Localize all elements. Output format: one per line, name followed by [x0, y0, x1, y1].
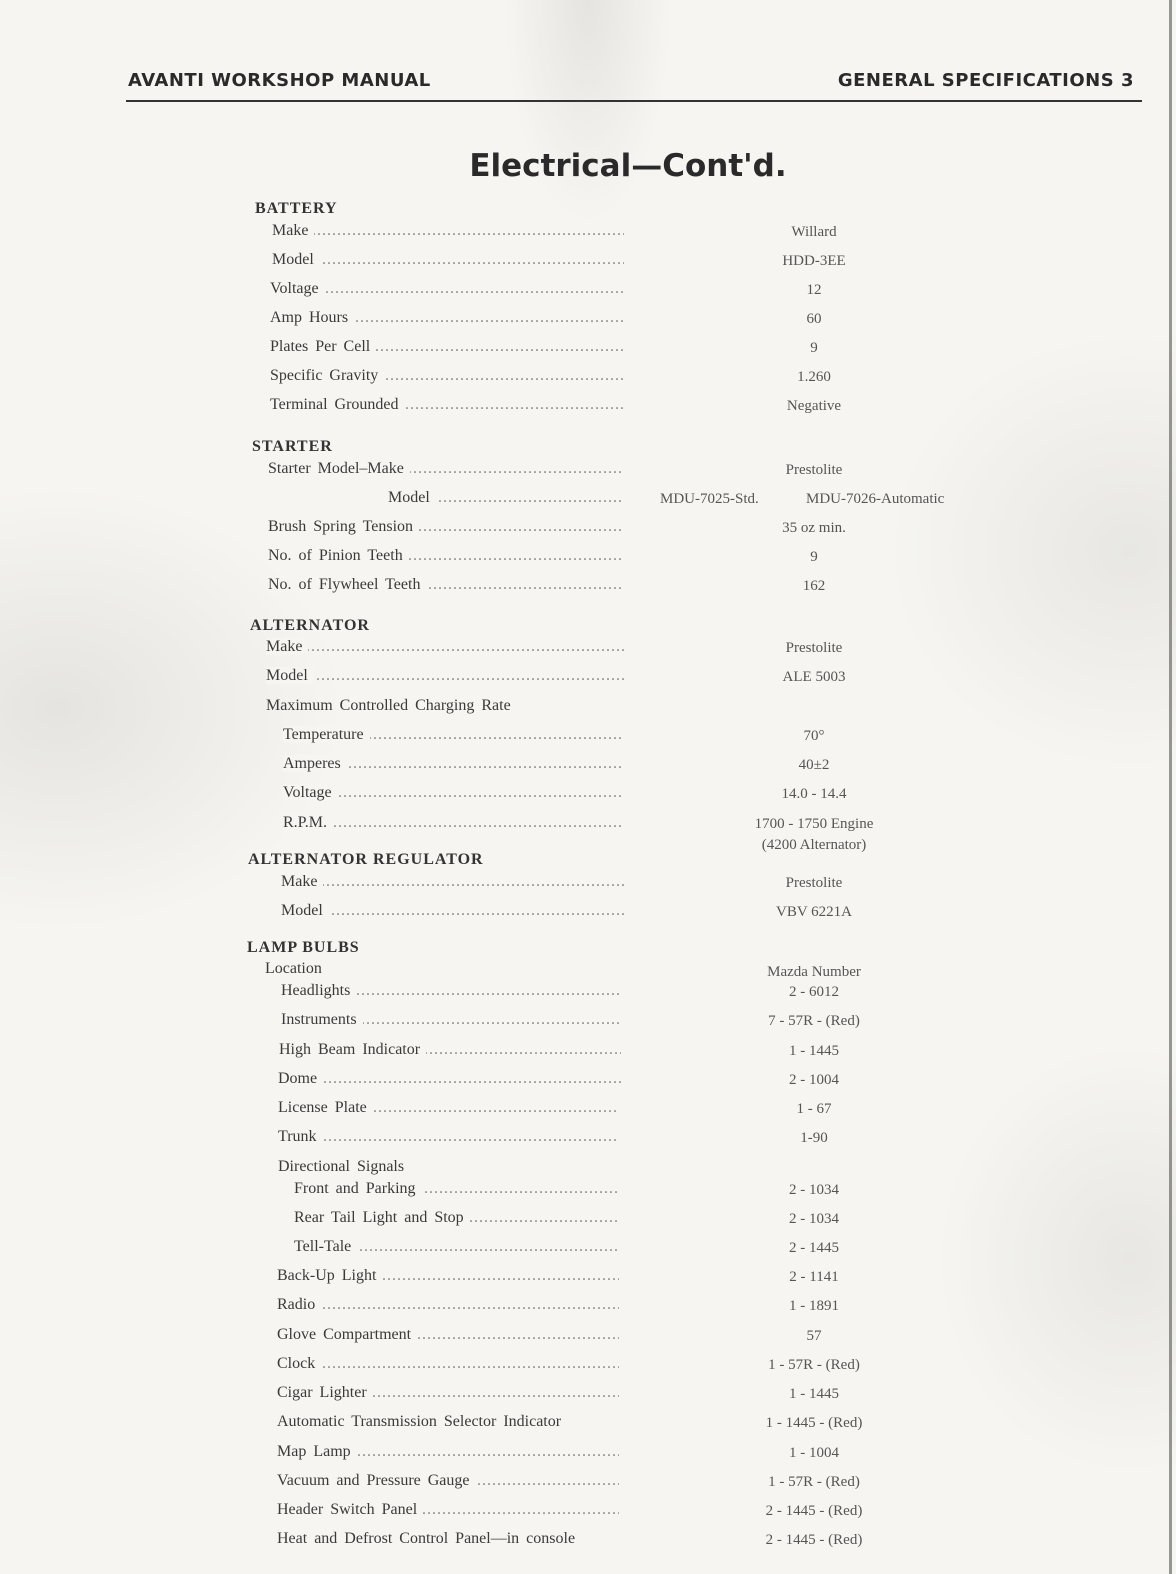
lamp-label: Vacuum and Pressure Gauge ..... — [277, 1472, 619, 1490]
lamp-value: 2 - 1445 - (Red) — [765, 1532, 863, 1548]
lamp-value: 1 - 1445 - (Red) — [765, 1415, 863, 1431]
lamp-row — [0, 1128, 1176, 1150]
spec-label: Temperature ..... — [283, 726, 624, 744]
lamp-row — [0, 982, 1176, 1004]
lamp-value: 1 - 57R - (Red) — [768, 1357, 860, 1373]
spec-label: Model ..... — [272, 251, 624, 269]
spec-label: No. of Pinion Teeth ..... — [268, 547, 624, 565]
spec-row — [0, 280, 1176, 302]
spec-row — [0, 489, 1176, 511]
spec-row — [0, 251, 1176, 273]
spec-value: Prestolite — [785, 640, 843, 656]
spec-label: Terminal Grounded ..... — [270, 396, 624, 414]
spec-value: 40±2 — [798, 757, 830, 773]
spec-row — [0, 367, 1176, 389]
lamp-label: Clock ..... — [277, 1355, 619, 1373]
lamp-row — [0, 1326, 1176, 1348]
spec-row — [0, 784, 1176, 806]
lamp-row — [0, 1267, 1176, 1289]
lamp-value: 2 - 1034 — [789, 1182, 839, 1198]
lamp-row — [0, 1413, 1176, 1435]
spec-row — [0, 638, 1176, 660]
spec-value: 9 — [810, 549, 818, 565]
lamp-value: 1 - 1445 — [789, 1043, 839, 1059]
spec-label: Plates Per Cell ..... — [270, 338, 624, 356]
lamp-row — [0, 1443, 1176, 1465]
spec-value: 9 — [810, 340, 818, 356]
lamp-row — [0, 1472, 1176, 1494]
lamp-row — [0, 1355, 1176, 1377]
lamp-value: 57 — [806, 1328, 822, 1344]
spec-label: Model ..... — [281, 902, 624, 920]
spec-row — [0, 755, 1176, 777]
spec-label: Make ..... — [272, 222, 624, 240]
lamp-label: Heat and Defrost Control Panel—in console — [277, 1530, 622, 1548]
lamp-label: Front and Parking ..... — [294, 1180, 619, 1198]
lamp-label: Back-Up Light ..... — [277, 1267, 619, 1285]
spec-row — [0, 309, 1176, 331]
spec-value: 14.0 - 14.4 — [781, 786, 847, 802]
spec-row — [0, 547, 1176, 569]
spec-label: Make ..... — [266, 638, 624, 656]
spec-value: 1700 - 1750 Engine — [754, 816, 874, 832]
lamp-value: 1-90 — [800, 1130, 828, 1146]
lamp-label: Cigar Lighter ..... — [277, 1384, 619, 1402]
lamp-label: Instruments ..... — [281, 1011, 621, 1029]
directional-signals-label: Directional Signals — [278, 1158, 405, 1175]
spec-value: 162 — [802, 578, 826, 594]
lamp-value: 1 - 1004 — [789, 1445, 839, 1461]
spec-label: R.P.M. ..... — [283, 814, 624, 832]
spec-value: 70° — [803, 728, 825, 744]
spec-label: Amperes ..... — [283, 755, 624, 773]
spec-row — [0, 667, 1176, 689]
location-column-label: Location — [265, 960, 322, 977]
spec-value: 60 — [806, 311, 822, 327]
lamp-label: Radio ..... — [277, 1296, 619, 1314]
spec-value: HDD-3EE — [782, 253, 846, 269]
lamp-value: 1 - 1891 — [789, 1298, 839, 1314]
mazda-number-column-label: Mazda Number — [767, 964, 861, 980]
spec-value: 1.260 — [797, 369, 831, 385]
lamp-row — [0, 1238, 1176, 1260]
lamp-label: Trunk ..... — [278, 1128, 619, 1146]
lamp-value: 1 - 1445 — [789, 1386, 839, 1402]
max-charging-rate-label: Maximum Controlled Charging Rate — [266, 697, 511, 714]
lamp-value: 1 - 57R - (Red) — [768, 1474, 860, 1490]
lamp-label: Rear Tail Light and Stop ..... — [294, 1209, 619, 1227]
spec-row — [0, 576, 1176, 598]
spec-row — [0, 902, 1176, 924]
lamp-row — [0, 1011, 1176, 1033]
lamp-value: 2 - 1004 — [789, 1072, 839, 1088]
lamp-value: 1 - 67 — [796, 1101, 832, 1117]
lamp-label: Tell-Tale ..... — [294, 1238, 619, 1256]
lamp-label: Map Lamp ..... — [277, 1443, 619, 1461]
section-page-header: GENERAL SPECIFICATIONS 3 — [837, 70, 1134, 91]
spec-label: Voltage ..... — [270, 280, 624, 298]
spec-row — [0, 518, 1176, 540]
lamp-row — [0, 1296, 1176, 1318]
spec-value-auto: MDU-7026-Automatic — [806, 491, 945, 507]
lamp-value: 2 - 1034 — [789, 1211, 839, 1227]
header-rule — [126, 100, 1142, 102]
lamp-row — [0, 1501, 1176, 1523]
spec-value: 35 oz min. — [782, 520, 846, 536]
starter-heading: STARTER — [252, 438, 333, 455]
lamp-value: 7 - 57R - (Red) — [768, 1013, 860, 1029]
lamp-row — [0, 1070, 1176, 1092]
spec-row — [0, 814, 1176, 836]
spec-label: Starter Model–Make ..... — [268, 460, 624, 478]
lamp-value: 2 - 1445 - (Red) — [765, 1503, 863, 1519]
lamp-label: Headlights ..... — [281, 982, 621, 1000]
spec-row — [0, 460, 1176, 482]
alternator-heading: ALTERNATOR — [250, 617, 370, 634]
lamp-row — [0, 1530, 1176, 1552]
spec-label: Make ..... — [281, 873, 624, 891]
battery-heading: BATTERY — [255, 200, 338, 217]
lamp-row — [0, 1041, 1176, 1063]
lamp-row — [0, 1180, 1176, 1202]
spec-value: Negative — [786, 398, 842, 414]
lamp-bulbs-heading: LAMP BULBS — [247, 939, 360, 956]
spec-label: Model ..... — [388, 489, 624, 507]
spec-label: Brush Spring Tension ..... — [268, 518, 624, 536]
lamp-label: Automatic Transmission Selector Indicator — [277, 1413, 622, 1431]
spec-value: 12 — [806, 282, 822, 298]
spec-value: ALE 5003 — [782, 669, 846, 685]
lamp-label: Header Switch Panel ..... — [277, 1501, 619, 1519]
spec-label: Model ..... — [266, 667, 624, 685]
spec-label: Voltage ..... — [283, 784, 624, 802]
lamp-value: 2 - 1141 — [789, 1269, 839, 1285]
spec-label: Specific Gravity ..... — [270, 367, 624, 385]
manual-title-header: AVANTI WORKSHOP MANUAL — [128, 70, 431, 91]
lamp-row — [0, 1099, 1176, 1121]
spec-label: Amp Hours ..... — [270, 309, 624, 327]
spec-label: No. of Flywheel Teeth ..... — [268, 576, 624, 594]
spec-value: Willard — [791, 224, 837, 240]
lamp-label: Glove Compartment ..... — [277, 1326, 619, 1344]
lamp-label: Dome ..... — [278, 1070, 621, 1088]
spec-value: VBV 6221A — [776, 904, 852, 920]
spec-value: Prestolite — [785, 462, 843, 478]
lamp-label: High Beam Indicator ..... — [279, 1041, 621, 1059]
spec-row — [0, 396, 1176, 418]
lamp-value: 2 - 1445 — [789, 1240, 839, 1256]
spec-row — [0, 338, 1176, 360]
page-title: Electrical—Cont'd. — [469, 148, 787, 184]
spec-row — [0, 726, 1176, 748]
spec-value: Prestolite — [785, 875, 843, 891]
spec-row — [0, 222, 1176, 244]
spec-row — [0, 873, 1176, 895]
spec-value-continued: (4200 Alternator) — [761, 837, 867, 853]
regulator-heading: ALTERNATOR REGULATOR — [248, 851, 484, 868]
lamp-value: 2 - 6012 — [789, 984, 839, 1000]
lamp-row — [0, 1209, 1176, 1231]
spec-value-std: MDU-7025-Std. — [660, 491, 759, 507]
lamp-label: License Plate ..... — [278, 1099, 619, 1117]
lamp-row — [0, 1384, 1176, 1406]
